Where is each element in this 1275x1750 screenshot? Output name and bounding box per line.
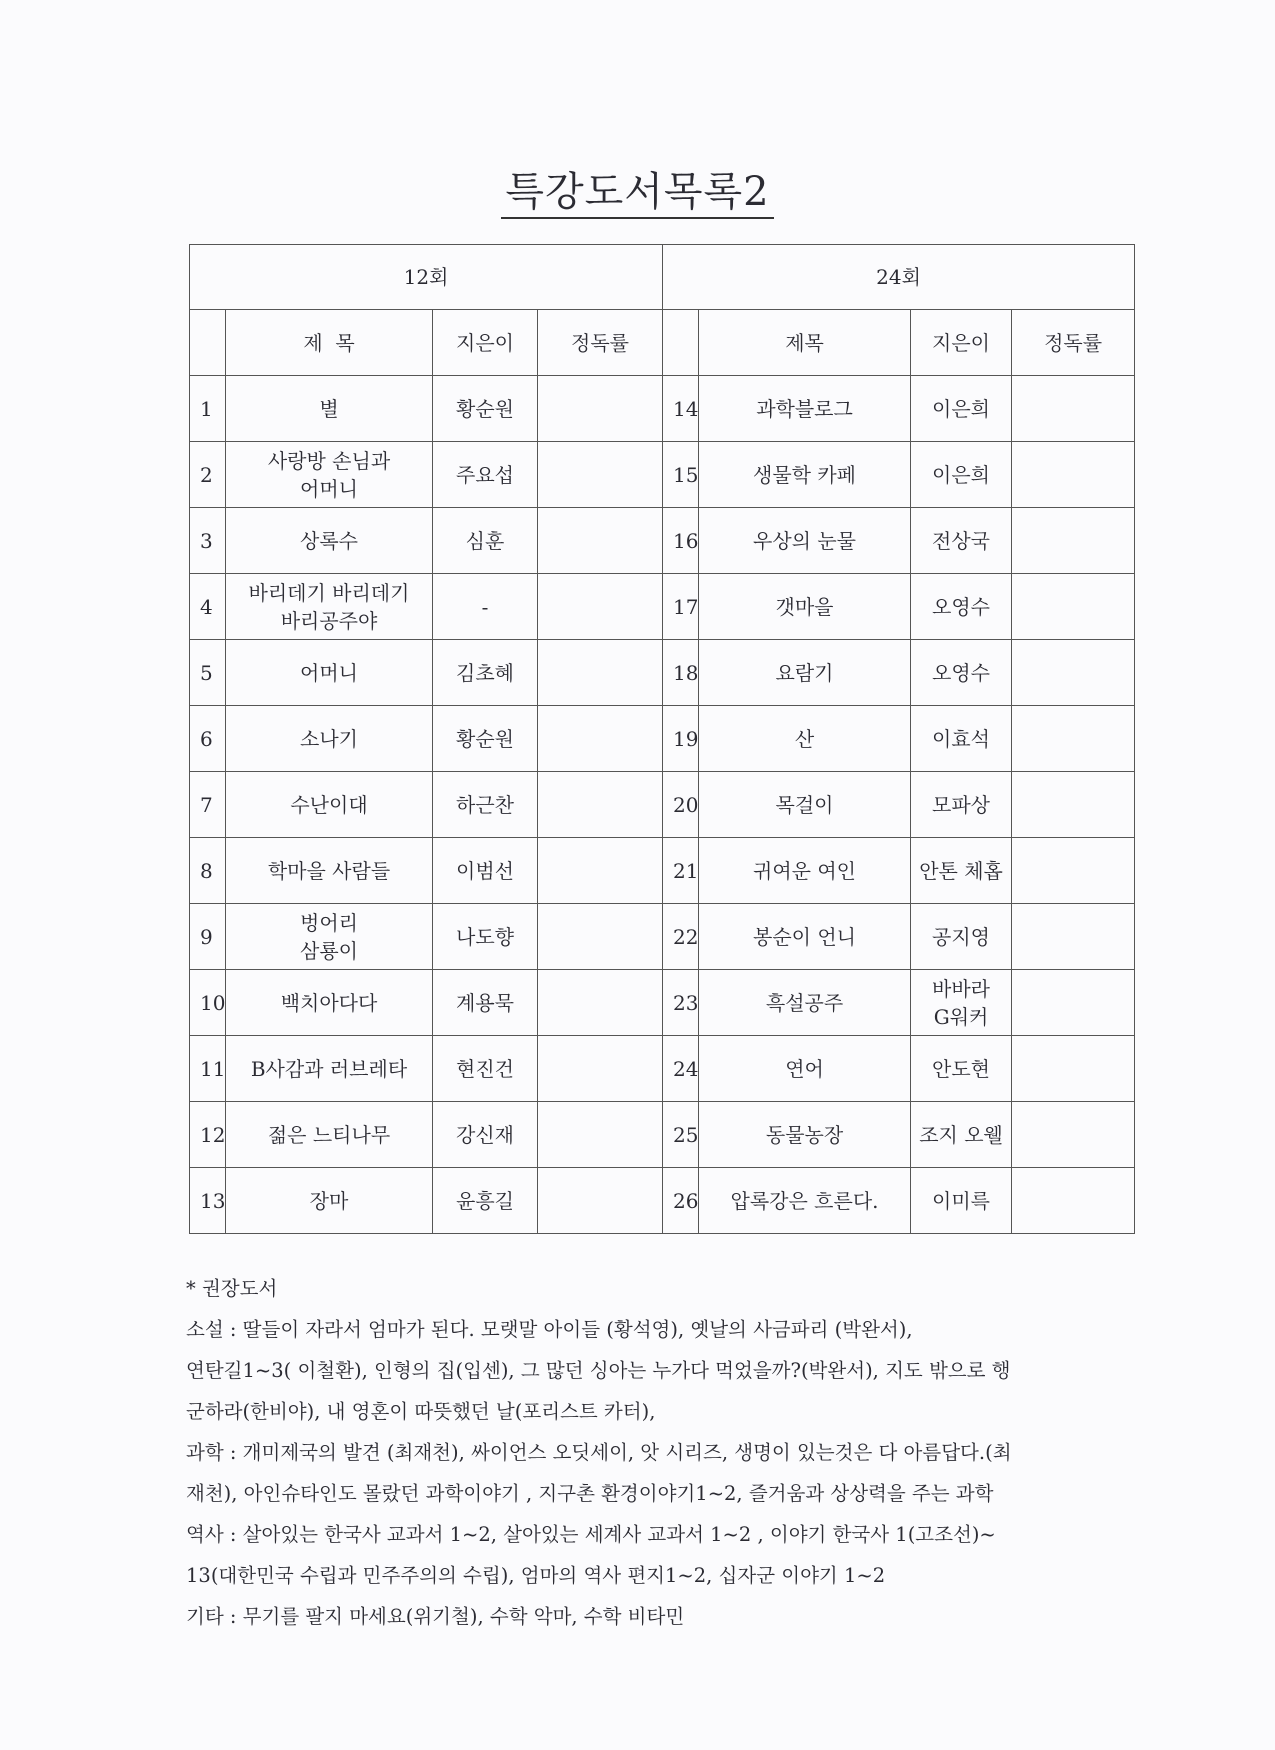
read-rate-left [538,970,663,1036]
table-row [190,574,1135,640]
book-author-right: 바바라 G워커 [911,970,1012,1036]
page-title [0,160,1275,217]
row-number-left: 11 [190,1036,226,1102]
book-author-left: 윤흥길 [433,1168,538,1234]
read-rate-left [538,442,663,508]
row-number-right: 22 [663,904,699,970]
book-title-right: 흑설공주 [699,970,911,1036]
row-number-left: 13 [190,1168,226,1234]
read-rate-left [538,1102,663,1168]
book-list-table [189,244,1135,1234]
book-author-right: 전상국 [911,508,1012,574]
row-number-left: 12 [190,1102,226,1168]
book-author-right: 모파상 [911,772,1012,838]
notes-heading: * 권장도서 [186,1277,278,1300]
notes-line: 연탄길1~3( 이철환), 인형의 집(입센), 그 많던 싱아는 누가다 먹었을까?(박완서), 지도 밖으로 행 [186,1359,1011,1382]
header-num-left [190,310,226,376]
row-number-right: 15 [663,442,699,508]
read-rate-right [1012,442,1135,508]
read-rate-right [1012,1168,1135,1234]
read-rate-right [1012,838,1135,904]
read-rate-left [538,640,663,706]
header-title-left: 제 목 [226,310,433,376]
read-rate-left [538,1168,663,1234]
book-title-left: 바리데기 바리데기 바리공주야 [226,574,433,640]
row-number-left: 4 [190,574,226,640]
header-rate-left: 정독률 [538,310,663,376]
book-author-left: 이범선 [433,838,538,904]
book-title-left: 소나기 [226,706,433,772]
book-title-left: 장마 [226,1168,433,1234]
table-row [190,904,1135,970]
read-rate-right [1012,1036,1135,1102]
table-row [190,772,1135,838]
book-title-right: 과학블로그 [699,376,911,442]
row-number-right: 25 [663,1102,699,1168]
row-number-left: 10 [190,970,226,1036]
table-row [190,376,1135,442]
book-title-left: 별 [226,376,433,442]
read-rate-right [1012,970,1135,1036]
read-rate-right [1012,904,1135,970]
row-number-right: 18 [663,640,699,706]
notes-line: 재천), 아인슈타인도 몰랐던 과학이야기 , 지구촌 환경이야기1~2, 즐거움과 상상력을 주는 과학 [186,1482,994,1505]
read-rate-right [1012,574,1135,640]
section-24: 24회 [663,245,1135,310]
section-header-row [190,245,1135,310]
row-number-right: 14 [663,376,699,442]
book-author-right: 오영수 [911,574,1012,640]
read-rate-right [1012,640,1135,706]
read-rate-right [1012,508,1135,574]
row-number-left: 6 [190,706,226,772]
read-rate-right [1012,1102,1135,1168]
book-author-right: 조지 오웰 [911,1102,1012,1168]
book-title-right: 압록강은 흐른다. [699,1168,911,1234]
table-row [190,508,1135,574]
table-row [190,1036,1135,1102]
book-title-left: 학마을 사람들 [226,838,433,904]
book-author-left: 계용묵 [433,970,538,1036]
header-title-right: 제목 [699,310,911,376]
notes-line: 13(대한민국 수립과 민주주의의 수립), 엄마의 역사 편지1~2, 십자군 이야기 1~2 [186,1564,886,1587]
row-number-left: 1 [190,376,226,442]
read-rate-left [538,838,663,904]
book-author-left: 주요섭 [433,442,538,508]
book-title-left: 수난이대 [226,772,433,838]
book-author-left: 심훈 [433,508,538,574]
book-title-left: 상록수 [226,508,433,574]
header-author-left: 지은이 [433,310,538,376]
book-author-left: 강신재 [433,1102,538,1168]
row-number-left: 7 [190,772,226,838]
book-author-right: 이미륵 [911,1168,1012,1234]
read-rate-left [538,772,663,838]
read-rate-left [538,574,663,640]
book-title-right: 동물농장 [699,1102,911,1168]
book-title-left: B사감과 러브레타 [226,1036,433,1102]
notes-line: 기타 : 무기를 팔지 마세요(위기철), 수학 악마, 수학 비타민 [186,1605,685,1628]
notes-line: 군하라(한비야), 내 영혼이 따뜻했던 날(포리스트 카터), [186,1400,656,1423]
row-number-left: 9 [190,904,226,970]
book-author-left: 황순원 [433,706,538,772]
recommended-books-notes [186,1268,1146,1637]
book-title-left: 벙어리 삼룡이 [226,904,433,970]
table-row [190,706,1135,772]
book-title-left: 어머니 [226,640,433,706]
row-number-right: 26 [663,1168,699,1234]
book-title-right: 목걸이 [699,772,911,838]
read-rate-left [538,1036,663,1102]
row-number-right: 21 [663,838,699,904]
notes-line: 역사 : 살아있는 한국사 교과서 1~2, 살아있는 세계사 교과서 1~2 , 이야기 한국사 1(고조선)~ [186,1523,996,1546]
book-title-right: 우상의 눈물 [699,508,911,574]
book-title-left: 사랑방 손님과 어머니 [226,442,433,508]
row-number-left: 3 [190,508,226,574]
book-title-right: 생물학 카페 [699,442,911,508]
book-title-left: 젊은 느티나무 [226,1102,433,1168]
book-author-left: 김초혜 [433,640,538,706]
header-author-right: 지은이 [911,310,1012,376]
column-header-row [190,310,1135,376]
notes-line: 소설 : 딸들이 자라서 엄마가 된다. 모랫말 아이들 (황석영), 옛날의 사금파리 (박완서), [186,1318,913,1341]
book-title-right: 봉순이 언니 [699,904,911,970]
table-row [190,1168,1135,1234]
header-num-right [663,310,699,376]
book-author-right: 공지영 [911,904,1012,970]
read-rate-left [538,376,663,442]
book-title-right: 귀여운 여인 [699,838,911,904]
book-author-right: 이은희 [911,376,1012,442]
page-title-text: 특강도서목록2 [501,169,773,219]
table-row [190,442,1135,508]
book-title-right: 갯마을 [699,574,911,640]
book-title-left: 백치아다다 [226,970,433,1036]
book-author-right: 안도현 [911,1036,1012,1102]
row-number-right: 16 [663,508,699,574]
row-number-right: 20 [663,772,699,838]
book-author-left: 현진건 [433,1036,538,1102]
book-title-right: 요람기 [699,640,911,706]
row-number-right: 24 [663,1036,699,1102]
book-author-left: 하근찬 [433,772,538,838]
read-rate-right [1012,772,1135,838]
book-author-right: 이은희 [911,442,1012,508]
book-title-right: 산 [699,706,911,772]
section-12: 12회 [190,245,663,310]
table-row [190,838,1135,904]
book-author-right: 이효석 [911,706,1012,772]
table-row [190,970,1135,1036]
book-author-left: 황순원 [433,376,538,442]
read-rate-right [1012,706,1135,772]
book-author-left: 나도향 [433,904,538,970]
notes-line: 과학 : 개미제국의 발견 (최재천), 싸이언스 오딧세이, 앗 시리즈, 생명이 있는것은 다 아름답다.(최 [186,1441,1012,1464]
table-row [190,1102,1135,1168]
table-row [190,640,1135,706]
book-author-left: - [433,574,538,640]
book-title-right: 연어 [699,1036,911,1102]
row-number-right: 23 [663,970,699,1036]
read-rate-right [1012,376,1135,442]
row-number-right: 19 [663,706,699,772]
row-number-left: 5 [190,640,226,706]
row-number-left: 2 [190,442,226,508]
book-author-right: 안톤 체홉 [911,838,1012,904]
book-author-right: 오영수 [911,640,1012,706]
read-rate-left [538,706,663,772]
read-rate-left [538,904,663,970]
header-rate-right: 정독률 [1012,310,1135,376]
read-rate-left [538,508,663,574]
row-number-right: 17 [663,574,699,640]
row-number-left: 8 [190,838,226,904]
